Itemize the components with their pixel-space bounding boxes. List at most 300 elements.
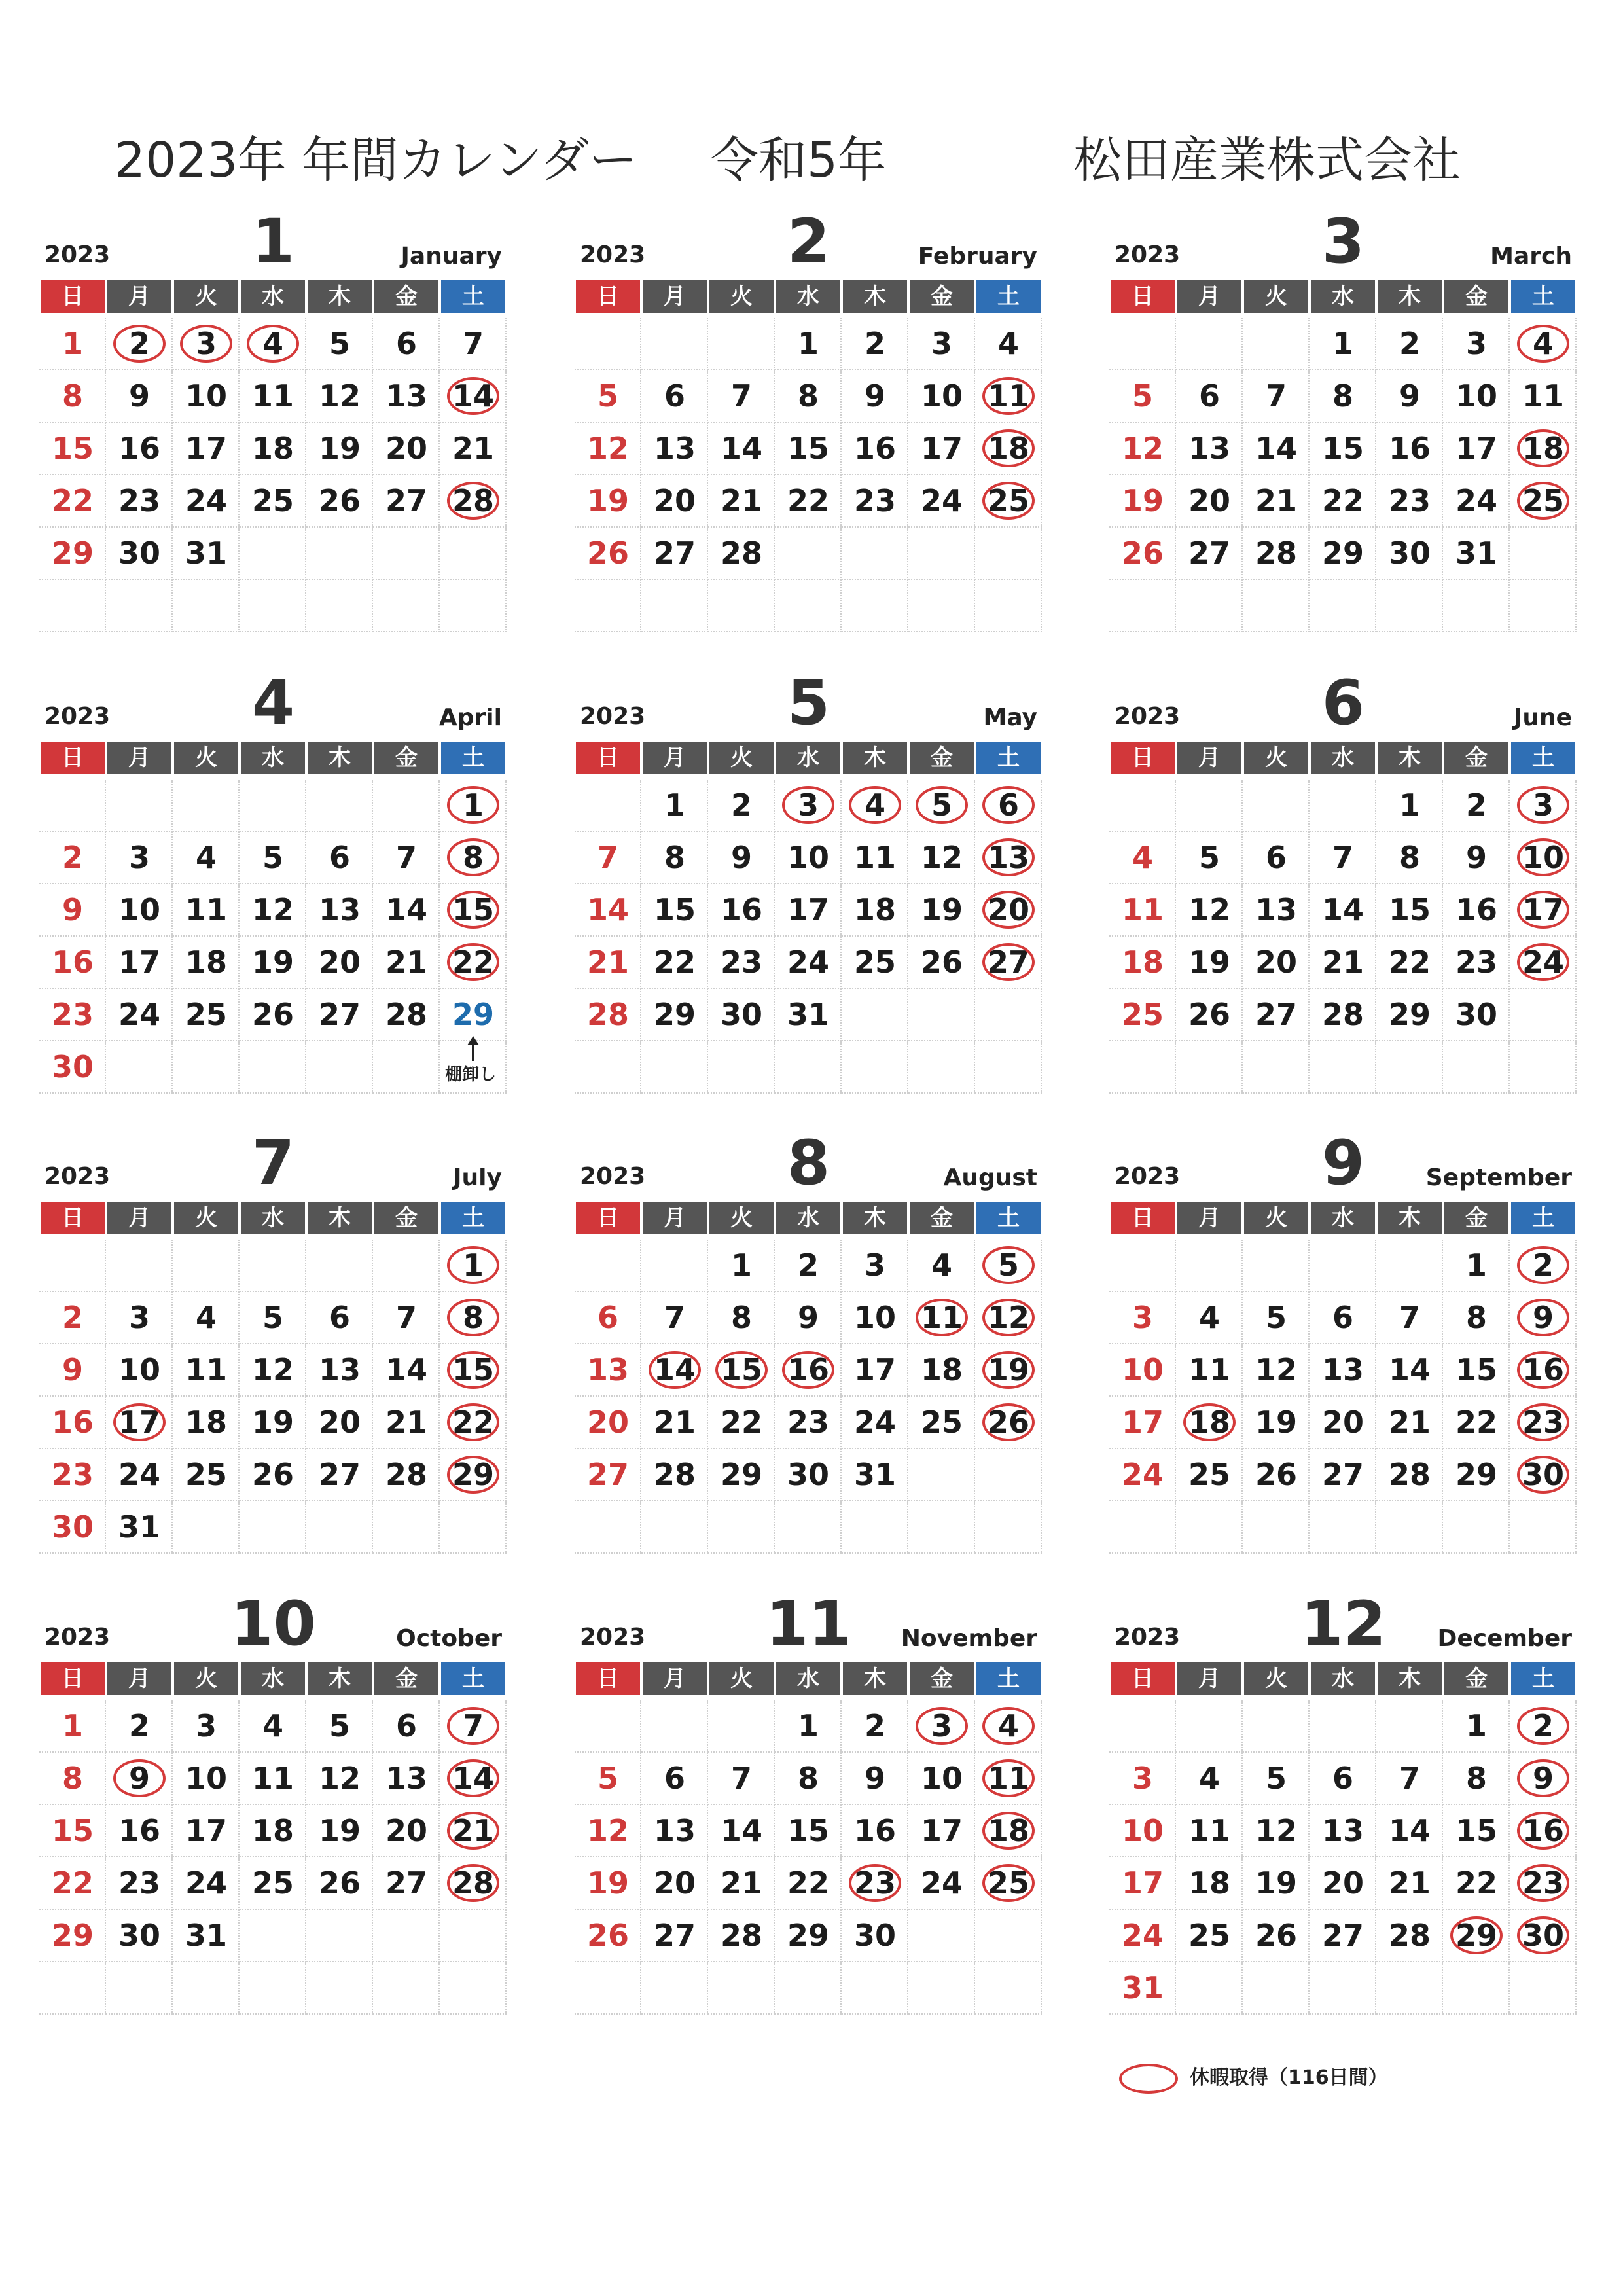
day-number: 22 bbox=[51, 483, 94, 518]
day-number: 17 bbox=[1455, 431, 1497, 466]
day-number: 25 bbox=[1522, 483, 1564, 518]
weekday-header: 土 bbox=[976, 1202, 1041, 1234]
day-cell bbox=[775, 1041, 842, 1094]
day-number: 24 bbox=[118, 1457, 160, 1492]
month-name: July bbox=[453, 1164, 502, 1191]
day-number: 14 bbox=[452, 378, 494, 414]
month-header bbox=[1109, 1588, 1577, 1660]
day-number: 26 bbox=[251, 1457, 294, 1492]
month-year: 2023 bbox=[1115, 703, 1181, 730]
day-number: 8 bbox=[664, 840, 685, 875]
day-cell bbox=[106, 1962, 173, 2015]
day-number: 22 bbox=[1455, 1405, 1497, 1440]
day-cell bbox=[306, 1240, 373, 1292]
day-cell bbox=[39, 370, 106, 423]
day-cell bbox=[373, 989, 440, 1041]
day-cell bbox=[575, 1344, 641, 1397]
day-number: 14 bbox=[1255, 431, 1297, 466]
day-cell bbox=[708, 1910, 775, 1962]
day-cell bbox=[1376, 1700, 1443, 1753]
day-number: 23 bbox=[51, 997, 94, 1032]
day-cell bbox=[975, 528, 1042, 580]
day-cell bbox=[908, 580, 975, 632]
weekday-header: 日 bbox=[1111, 1202, 1175, 1234]
holiday-ring bbox=[1517, 943, 1569, 981]
day-cell bbox=[775, 1910, 842, 1962]
day-number: 7 bbox=[1399, 1761, 1420, 1796]
day-number: 31 bbox=[185, 1918, 227, 1953]
weekday-header: 水 bbox=[241, 280, 305, 313]
month-header bbox=[1109, 668, 1577, 739]
day-number: 4 bbox=[1532, 326, 1554, 361]
day-cell bbox=[1243, 832, 1310, 884]
day-number: 20 bbox=[1321, 1865, 1364, 1901]
day-cell bbox=[440, 884, 507, 937]
weekday-header: 土 bbox=[976, 1662, 1041, 1695]
day-number: 21 bbox=[452, 1813, 494, 1848]
day-number: 27 bbox=[653, 1918, 696, 1953]
day-number: 11 bbox=[251, 1761, 294, 1796]
day-cell bbox=[373, 780, 440, 832]
month-november bbox=[575, 1588, 1043, 2011]
day-number: 27 bbox=[318, 1457, 361, 1492]
weekday-header: 月 bbox=[1177, 742, 1241, 774]
day-number: 2 bbox=[864, 326, 885, 361]
day-number: 23 bbox=[1522, 1405, 1564, 1440]
day-cell bbox=[240, 423, 306, 475]
holiday-ring bbox=[247, 325, 299, 363]
day-cell bbox=[842, 1700, 908, 1753]
day-cell bbox=[240, 1753, 306, 1805]
weekday-header: 土 bbox=[441, 742, 505, 774]
day-cell bbox=[240, 1397, 306, 1449]
day-number: 22 bbox=[653, 944, 696, 980]
day-cell bbox=[708, 1753, 775, 1805]
holiday-ring bbox=[1517, 1299, 1569, 1336]
day-number: 8 bbox=[62, 378, 83, 414]
day-cell bbox=[306, 580, 373, 632]
day-cell bbox=[1443, 1292, 1510, 1344]
day-number: 23 bbox=[853, 1865, 896, 1901]
day-cell bbox=[641, 1753, 708, 1805]
day-cell bbox=[373, 1344, 440, 1397]
day-cell bbox=[373, 1910, 440, 1962]
day-cell bbox=[106, 884, 173, 937]
day-cell bbox=[1176, 937, 1243, 989]
day-number: 15 bbox=[1388, 892, 1431, 927]
day-number: 11 bbox=[987, 378, 1029, 414]
day-number: 14 bbox=[586, 892, 629, 927]
day-number: 4 bbox=[864, 787, 885, 823]
day-cell bbox=[240, 989, 306, 1041]
holiday-ring bbox=[1517, 1456, 1569, 1494]
month-number: 4 bbox=[251, 668, 295, 739]
day-cell bbox=[1109, 989, 1176, 1041]
day-cell bbox=[575, 318, 641, 370]
day-number: 7 bbox=[1332, 840, 1353, 875]
weekday-header: 月 bbox=[1177, 280, 1241, 313]
day-number: 4 bbox=[1198, 1300, 1220, 1335]
day-cell bbox=[106, 370, 173, 423]
month-april bbox=[39, 668, 507, 1090]
day-number: 13 bbox=[987, 840, 1029, 875]
day-cell bbox=[575, 1700, 641, 1753]
day-number: 24 bbox=[853, 1405, 896, 1440]
day-cell bbox=[842, 884, 908, 937]
day-cell bbox=[1243, 423, 1310, 475]
day-number: 10 bbox=[1121, 1813, 1164, 1848]
day-number: 25 bbox=[251, 1865, 294, 1901]
day-cell bbox=[641, 937, 708, 989]
day-number: 11 bbox=[1121, 892, 1164, 927]
day-cell bbox=[975, 1344, 1042, 1397]
day-number: 26 bbox=[251, 997, 294, 1032]
month-name: February bbox=[918, 243, 1037, 270]
day-cell bbox=[1109, 780, 1176, 832]
day-number: 28 bbox=[1388, 1918, 1431, 1953]
weekday-header: 金 bbox=[910, 1662, 974, 1695]
day-number: 2 bbox=[1532, 1708, 1554, 1744]
day-number: 4 bbox=[1198, 1761, 1220, 1796]
day-cell bbox=[1310, 1397, 1376, 1449]
day-cell bbox=[1443, 475, 1510, 528]
day-cell bbox=[842, 1753, 908, 1805]
day-cell bbox=[908, 1344, 975, 1397]
day-cell bbox=[908, 370, 975, 423]
day-cell bbox=[173, 370, 240, 423]
day-number: 26 bbox=[1255, 1457, 1297, 1492]
weekday-header: 月 bbox=[643, 280, 707, 313]
day-cell bbox=[641, 1449, 708, 1501]
month-number: 1 bbox=[251, 206, 295, 278]
day-number: 2 bbox=[128, 326, 150, 361]
weekday-header: 土 bbox=[976, 742, 1041, 774]
day-number: 17 bbox=[853, 1352, 896, 1388]
holiday-ring bbox=[982, 891, 1035, 929]
day-cell bbox=[1310, 370, 1376, 423]
day-cell bbox=[775, 1857, 842, 1910]
day-cell bbox=[842, 1910, 908, 1962]
month-header bbox=[1109, 1128, 1577, 1199]
day-cell bbox=[975, 1397, 1042, 1449]
day-number: 23 bbox=[1455, 944, 1497, 980]
weekday-header: 日 bbox=[1111, 280, 1175, 313]
day-cell bbox=[1443, 1700, 1510, 1753]
day-cell bbox=[1176, 1501, 1243, 1554]
day-number: 16 bbox=[1522, 1352, 1564, 1388]
holiday-ring bbox=[1517, 1246, 1569, 1284]
day-number: 5 bbox=[262, 840, 283, 875]
day-cell bbox=[1376, 1805, 1443, 1857]
day-cell bbox=[1310, 1700, 1376, 1753]
day-number: 11 bbox=[1188, 1813, 1230, 1848]
day-cell bbox=[1310, 1449, 1376, 1501]
day-cell bbox=[1376, 370, 1443, 423]
holiday-ring bbox=[447, 377, 499, 415]
weekday-header: 月 bbox=[1177, 1662, 1241, 1695]
holiday-ring bbox=[113, 1403, 166, 1441]
day-number: 10 bbox=[118, 892, 160, 927]
day-cell bbox=[1109, 1292, 1176, 1344]
day-cell bbox=[39, 318, 106, 370]
day-number: 9 bbox=[62, 1352, 83, 1388]
weekday-header: 水 bbox=[1311, 1662, 1375, 1695]
holiday-ring-icon bbox=[1119, 2064, 1178, 2094]
day-number: 16 bbox=[118, 431, 160, 466]
day-cell bbox=[1510, 1344, 1577, 1397]
day-number: 5 bbox=[262, 1300, 283, 1335]
day-cell bbox=[1443, 1910, 1510, 1962]
day-cell bbox=[1443, 318, 1510, 370]
day-cell bbox=[1243, 937, 1310, 989]
day-cell bbox=[240, 1449, 306, 1501]
day-cell bbox=[1243, 1962, 1310, 2015]
month-year: 2023 bbox=[1115, 1163, 1181, 1190]
weekday-header: 土 bbox=[441, 1662, 505, 1695]
inventory-note: 棚卸し bbox=[445, 1065, 497, 1085]
day-number: 25 bbox=[987, 1865, 1029, 1901]
day-cell bbox=[440, 1753, 507, 1805]
day-number: 31 bbox=[1455, 535, 1497, 571]
day-cell bbox=[1310, 318, 1376, 370]
day-cell bbox=[975, 1240, 1042, 1292]
month-grid bbox=[39, 1662, 507, 2009]
day-cell bbox=[173, 1397, 240, 1449]
day-number: 29 bbox=[653, 997, 696, 1032]
day-number: 15 bbox=[51, 1813, 94, 1848]
holiday-ring bbox=[982, 1246, 1035, 1284]
day-number: 4 bbox=[262, 1708, 283, 1744]
day-number: 22 bbox=[787, 483, 829, 518]
day-cell bbox=[1243, 370, 1310, 423]
day-cell bbox=[373, 1041, 440, 1094]
day-cell bbox=[1109, 1700, 1176, 1753]
month-header bbox=[575, 1128, 1043, 1199]
day-cell bbox=[842, 832, 908, 884]
day-cell bbox=[1443, 1962, 1510, 2015]
holiday-ring bbox=[1517, 429, 1569, 467]
day-number: 22 bbox=[1321, 483, 1364, 518]
day-cell bbox=[1376, 475, 1443, 528]
day-cell bbox=[440, 370, 507, 423]
day-cell bbox=[1176, 1292, 1243, 1344]
day-cell bbox=[775, 1292, 842, 1344]
month-grid bbox=[39, 1202, 507, 1549]
day-cell bbox=[1443, 1449, 1510, 1501]
day-number: 13 bbox=[318, 892, 361, 927]
day-cell bbox=[1176, 580, 1243, 632]
day-cell bbox=[575, 580, 641, 632]
day-cell bbox=[708, 318, 775, 370]
company-name: 松田産業株式会社 bbox=[1073, 132, 1461, 188]
day-cell bbox=[39, 1700, 106, 1753]
day-number: 10 bbox=[185, 1761, 227, 1796]
day-cell bbox=[908, 318, 975, 370]
day-cell bbox=[1243, 1292, 1310, 1344]
day-number: 15 bbox=[51, 431, 94, 466]
day-number: 11 bbox=[185, 1352, 227, 1388]
month-march bbox=[1109, 206, 1577, 628]
day-number: 6 bbox=[395, 326, 417, 361]
day-cell bbox=[440, 580, 507, 632]
month-number: 9 bbox=[1321, 1128, 1365, 1199]
day-cell bbox=[173, 1962, 240, 2015]
holiday-ring bbox=[1517, 1864, 1569, 1902]
day-number: 24 bbox=[185, 483, 227, 518]
holiday-ring bbox=[447, 1864, 499, 1902]
weekday-header: 月 bbox=[107, 742, 171, 774]
day-cell bbox=[1510, 1240, 1577, 1292]
day-cell bbox=[975, 1910, 1042, 1962]
day-number: 9 bbox=[128, 378, 150, 414]
day-number: 24 bbox=[787, 944, 829, 980]
day-cell bbox=[1109, 884, 1176, 937]
day-cell bbox=[708, 1805, 775, 1857]
day-number: 12 bbox=[920, 840, 963, 875]
month-header bbox=[39, 668, 507, 739]
day-cell bbox=[1109, 1449, 1176, 1501]
day-cell bbox=[1510, 1753, 1577, 1805]
day-cell bbox=[775, 1344, 842, 1397]
day-cell bbox=[1310, 884, 1376, 937]
day-number: 10 bbox=[118, 1352, 160, 1388]
day-cell bbox=[373, 370, 440, 423]
day-cell bbox=[908, 832, 975, 884]
day-cell bbox=[306, 1962, 373, 2015]
day-cell bbox=[440, 1397, 507, 1449]
day-cell bbox=[39, 1910, 106, 1962]
day-number: 21 bbox=[586, 944, 629, 980]
day-cell bbox=[173, 423, 240, 475]
day-cell bbox=[908, 1805, 975, 1857]
calendar-title: 2023年 年間カレンダー bbox=[115, 132, 638, 188]
day-number: 9 bbox=[128, 1761, 150, 1796]
day-cell bbox=[1176, 1857, 1243, 1910]
weekday-header: 金 bbox=[1444, 1662, 1508, 1695]
day-number: 26 bbox=[1255, 1918, 1297, 1953]
day-cell bbox=[306, 1857, 373, 1910]
holiday-ring bbox=[1517, 1759, 1569, 1797]
day-number: 28 bbox=[452, 1865, 494, 1901]
day-cell bbox=[1376, 1962, 1443, 2015]
day-cell bbox=[39, 1962, 106, 2015]
weekday-header: 金 bbox=[1444, 742, 1508, 774]
weekday-header: 金 bbox=[910, 1202, 974, 1234]
month-name: January bbox=[401, 243, 502, 270]
day-cell bbox=[1443, 1041, 1510, 1094]
day-cell bbox=[306, 1292, 373, 1344]
day-number: 13 bbox=[385, 378, 427, 414]
day-cell bbox=[106, 423, 173, 475]
day-number: 1 bbox=[730, 1247, 752, 1283]
weekday-header: 月 bbox=[107, 1662, 171, 1695]
day-cell bbox=[1443, 1805, 1510, 1857]
day-number: 31 bbox=[118, 1509, 160, 1545]
day-number: 16 bbox=[1455, 892, 1497, 927]
day-number: 21 bbox=[1255, 483, 1297, 518]
day-cell bbox=[1510, 1910, 1577, 1962]
weekday-header: 木 bbox=[308, 742, 372, 774]
month-grid bbox=[575, 1662, 1043, 2009]
month-january bbox=[39, 206, 507, 628]
day-cell bbox=[1376, 528, 1443, 580]
day-number: 4 bbox=[931, 1247, 952, 1283]
day-number: 10 bbox=[853, 1300, 896, 1335]
day-cell bbox=[173, 1857, 240, 1910]
day-number: 28 bbox=[653, 1457, 696, 1492]
day-number: 24 bbox=[1121, 1457, 1164, 1492]
day-number: 2 bbox=[62, 840, 83, 875]
day-number: 2 bbox=[128, 1708, 150, 1744]
day-cell bbox=[975, 1041, 1042, 1094]
day-number: 7 bbox=[730, 378, 752, 414]
day-cell bbox=[1109, 1805, 1176, 1857]
day-number: 26 bbox=[586, 535, 629, 571]
day-number: 18 bbox=[1188, 1405, 1230, 1440]
day-cell bbox=[842, 1397, 908, 1449]
day-cell bbox=[440, 1449, 507, 1501]
month-june bbox=[1109, 668, 1577, 1090]
weekday-header: 木 bbox=[843, 742, 907, 774]
day-number: 7 bbox=[597, 840, 618, 875]
day-cell bbox=[1376, 989, 1443, 1041]
month-name: June bbox=[1513, 704, 1572, 731]
day-number: 24 bbox=[118, 997, 160, 1032]
day-cell bbox=[1376, 884, 1443, 937]
day-cell bbox=[1443, 580, 1510, 632]
day-number: 27 bbox=[385, 483, 427, 518]
day-cell bbox=[708, 1041, 775, 1094]
day-number: 28 bbox=[720, 535, 762, 571]
day-number: 20 bbox=[1255, 944, 1297, 980]
weekday-header: 金 bbox=[910, 742, 974, 774]
day-cell bbox=[775, 580, 842, 632]
weekday-header: 月 bbox=[107, 280, 171, 313]
day-cell bbox=[1443, 528, 1510, 580]
day-number: 19 bbox=[318, 1813, 361, 1848]
day-number: 14 bbox=[1388, 1352, 1431, 1388]
day-cell bbox=[1510, 1805, 1577, 1857]
arrow-stem bbox=[472, 1044, 474, 1061]
day-cell bbox=[1176, 1962, 1243, 2015]
day-cell bbox=[106, 832, 173, 884]
day-number: 28 bbox=[1255, 535, 1297, 571]
day-number: 10 bbox=[1455, 378, 1497, 414]
day-cell bbox=[106, 1700, 173, 1753]
day-number: 24 bbox=[920, 483, 963, 518]
day-number: 3 bbox=[1132, 1300, 1153, 1335]
weekday-header: 火 bbox=[1244, 1202, 1308, 1234]
day-number: 16 bbox=[1388, 431, 1431, 466]
day-number: 15 bbox=[452, 892, 494, 927]
day-cell bbox=[106, 1805, 173, 1857]
day-number: 6 bbox=[1198, 378, 1220, 414]
day-number: 25 bbox=[1121, 997, 1164, 1032]
day-cell bbox=[1376, 1449, 1443, 1501]
day-number: 23 bbox=[1388, 483, 1431, 518]
day-cell bbox=[842, 1344, 908, 1397]
day-cell bbox=[440, 937, 507, 989]
day-cell bbox=[39, 1857, 106, 1910]
day-cell bbox=[1243, 1857, 1310, 1910]
month-name: April bbox=[438, 704, 502, 731]
day-cell bbox=[1376, 1397, 1443, 1449]
day-cell bbox=[1310, 1041, 1376, 1094]
day-cell bbox=[106, 1041, 173, 1094]
day-cell bbox=[842, 580, 908, 632]
day-cell bbox=[708, 937, 775, 989]
day-number: 24 bbox=[920, 1865, 963, 1901]
